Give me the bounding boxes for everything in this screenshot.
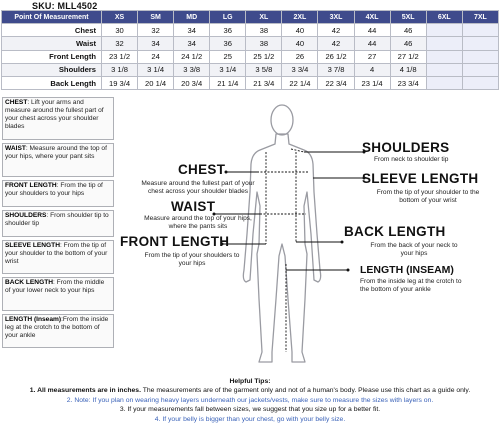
table-cell: 36: [210, 37, 246, 50]
definition-text: : From shoulder tip to shoulder tip: [5, 212, 109, 228]
inseam-description: From the inside leg at the crotch to the bottom of your ankle: [360, 278, 462, 294]
table-cell: 38: [246, 24, 282, 37]
table-cell: 34: [138, 37, 174, 50]
definition-term: FRONT LENGTH: [5, 182, 57, 189]
table-cell: 46: [390, 24, 426, 37]
definition-back-length: [2, 277, 114, 311]
table-cell: 3 5/8: [246, 63, 282, 76]
table-cell: [462, 50, 498, 63]
front-length-title: FRONT LENGTH: [120, 234, 230, 249]
definition-text: : From the tip of your shoulder to the bottom of your wrist: [5, 242, 108, 266]
table-cell: 24: [138, 50, 174, 63]
measurement-figure: [116, 94, 500, 374]
table-cell: 3 3/8: [174, 63, 210, 76]
table-cell: 21 3/4: [246, 76, 282, 89]
column-header: 2XL: [282, 11, 318, 24]
table-cell: [426, 50, 462, 63]
definition-inseam: [2, 314, 114, 348]
table-cell: 25 1/2: [246, 50, 282, 63]
table-cell: 23 1/4: [354, 76, 390, 89]
definition-chest: [2, 97, 114, 140]
column-header: XS: [102, 11, 138, 24]
table-row: [2, 24, 499, 37]
column-header: Point Of Measurement: [2, 11, 102, 24]
table-cell: 38: [246, 37, 282, 50]
definition-sleeve-length: [2, 240, 114, 274]
head-outline: [271, 105, 293, 135]
table-cell: 27: [354, 50, 390, 63]
column-header: 7XL: [462, 11, 498, 24]
sku-label: SKU: MLL4502: [32, 1, 98, 11]
definition-text: : Lift your arms and measure around the fullest part of your chest across your shoulder blades: [5, 99, 104, 131]
row-label: Shoulders: [2, 63, 102, 76]
definition-text: :From the inside leg at the crotch to the bottom of your ankle: [5, 316, 109, 340]
table-cell: 22 1/4: [282, 76, 318, 89]
waist-title: WAIST: [171, 199, 216, 214]
table-row: [2, 63, 499, 76]
table-cell: 3 1/4: [210, 63, 246, 76]
front-length-description: From the tip of your shoulders to your hips: [144, 252, 240, 268]
table-cell: 42: [318, 24, 354, 37]
table-row: [2, 37, 499, 50]
table-cell: 26 1/2: [318, 50, 354, 63]
table-cell: [426, 76, 462, 89]
table-cell: 24 1/2: [174, 50, 210, 63]
table-cell: 21 1/4: [210, 76, 246, 89]
size-chart-table: [1, 10, 499, 90]
definition-front-length: [2, 180, 114, 207]
row-label: Waist: [2, 37, 102, 50]
tip-1-bold: 1. All measurements are in inches.: [29, 387, 141, 395]
table-cell: [462, 76, 498, 89]
tip-2: 2. Note: If you plan on wearing heavy layers underneath our jackets/vests, make sure to measure the sizes with layers on.: [66, 396, 434, 404]
table-cell: [426, 37, 462, 50]
shoulders-description: From neck to shoulder tip: [374, 156, 449, 163]
table-cell: 20 3/4: [174, 76, 210, 89]
tip-1-rest: The measurements are of the garment only and not of a human's body. Please use this chart as a guide only.: [140, 387, 471, 395]
table-cell: 23 3/4: [390, 76, 426, 89]
tip-1: [0, 386, 500, 395]
table-cell: 4 1/8: [390, 63, 426, 76]
definition-term: CHEST: [5, 99, 28, 106]
table-cell: [426, 63, 462, 76]
table-cell: 32: [138, 24, 174, 37]
inseam-title: LENGTH (INSEAM): [360, 264, 454, 276]
back-length-description: From the back of your neck to your hips: [370, 242, 458, 258]
table-cell: 22 3/4: [318, 76, 354, 89]
table-cell: [462, 37, 498, 50]
table-cell: 3 3/4: [282, 63, 318, 76]
column-header: SM: [138, 11, 174, 24]
column-header: XL: [246, 11, 282, 24]
table-cell: 19 3/4: [102, 76, 138, 89]
chest-description: Measure around the fullest part of your chest across your shoulder blades: [141, 180, 255, 196]
table-cell: [462, 24, 498, 37]
row-label: Back Length: [2, 76, 102, 89]
table-header-row: [2, 11, 499, 24]
column-header: MD: [174, 11, 210, 24]
table-cell: 34: [174, 24, 210, 37]
row-label: Chest: [2, 24, 102, 37]
table-cell: 44: [354, 24, 390, 37]
sleeve-length-title: SLEEVE LENGTH: [362, 171, 479, 186]
table-cell: 46: [390, 37, 426, 50]
definition-term: LENGTH (Inseam): [5, 316, 62, 323]
column-header: 4XL: [354, 11, 390, 24]
table-cell: 42: [318, 37, 354, 50]
table-row: [2, 76, 499, 89]
chest-title: CHEST: [178, 162, 226, 177]
row-label: Front Length: [2, 50, 102, 63]
definition-text: : Measure around the top of your hips, where your pant sits: [5, 145, 107, 161]
table-cell: 3 1/4: [138, 63, 174, 76]
table-cell: 44: [354, 37, 390, 50]
inseam-dot: [347, 269, 350, 272]
table-cell: 36: [210, 24, 246, 37]
table-cell: 4: [354, 63, 390, 76]
back-length-title: BACK LENGTH: [344, 224, 446, 239]
column-header: 3XL: [318, 11, 354, 24]
table-cell: [426, 24, 462, 37]
table-cell: [462, 63, 498, 76]
helpful-tips: [0, 377, 500, 424]
column-header: 6XL: [426, 11, 462, 24]
back-length-dot: [341, 241, 344, 244]
definition-term: BACK LENGTH: [5, 279, 53, 286]
definition-waist: [2, 143, 114, 177]
waist-description: Measure around the top of your hips, where the pants sits: [144, 215, 252, 231]
table-cell: 3 1/8: [102, 63, 138, 76]
table-cell: 40: [282, 37, 318, 50]
body-outline: [243, 134, 320, 362]
table-cell: 27 1/2: [390, 50, 426, 63]
tip-3: 3. If your measurements fall between sizes, we suggest that you size up for a better fit.: [119, 406, 381, 414]
definition-term: SHOULDERS: [5, 212, 47, 219]
table-row: [2, 50, 499, 63]
table-cell: 23 1/2: [102, 50, 138, 63]
table-cell: 3 7/8: [318, 63, 354, 76]
table-cell: 26: [282, 50, 318, 63]
column-header: 5XL: [390, 11, 426, 24]
definition-text: : From the tip of your shoulders to your hips: [5, 182, 103, 198]
shoulders-title: SHOULDERS: [362, 140, 450, 155]
definition-shoulders: [2, 210, 114, 237]
table-cell: 40: [282, 24, 318, 37]
table-cell: 20 1/4: [138, 76, 174, 89]
column-header: LG: [210, 11, 246, 24]
definition-term: SLEEVE LENGTH: [5, 242, 60, 249]
definition-text: : From the middle of your lower neck to your hips: [5, 279, 105, 295]
table-cell: 32: [102, 37, 138, 50]
definition-term: WAIST: [5, 145, 26, 152]
sleeve-length-description: From the tip of your shoulder to the bottom of your wrist: [376, 189, 480, 205]
table-cell: 34: [174, 37, 210, 50]
table-cell: 25: [210, 50, 246, 63]
tip-4: 4. If your belly is bigger than your chest, go with your belly size.: [154, 415, 346, 423]
tips-heading: Helpful Tips:: [229, 378, 271, 385]
table-cell: 30: [102, 24, 138, 37]
